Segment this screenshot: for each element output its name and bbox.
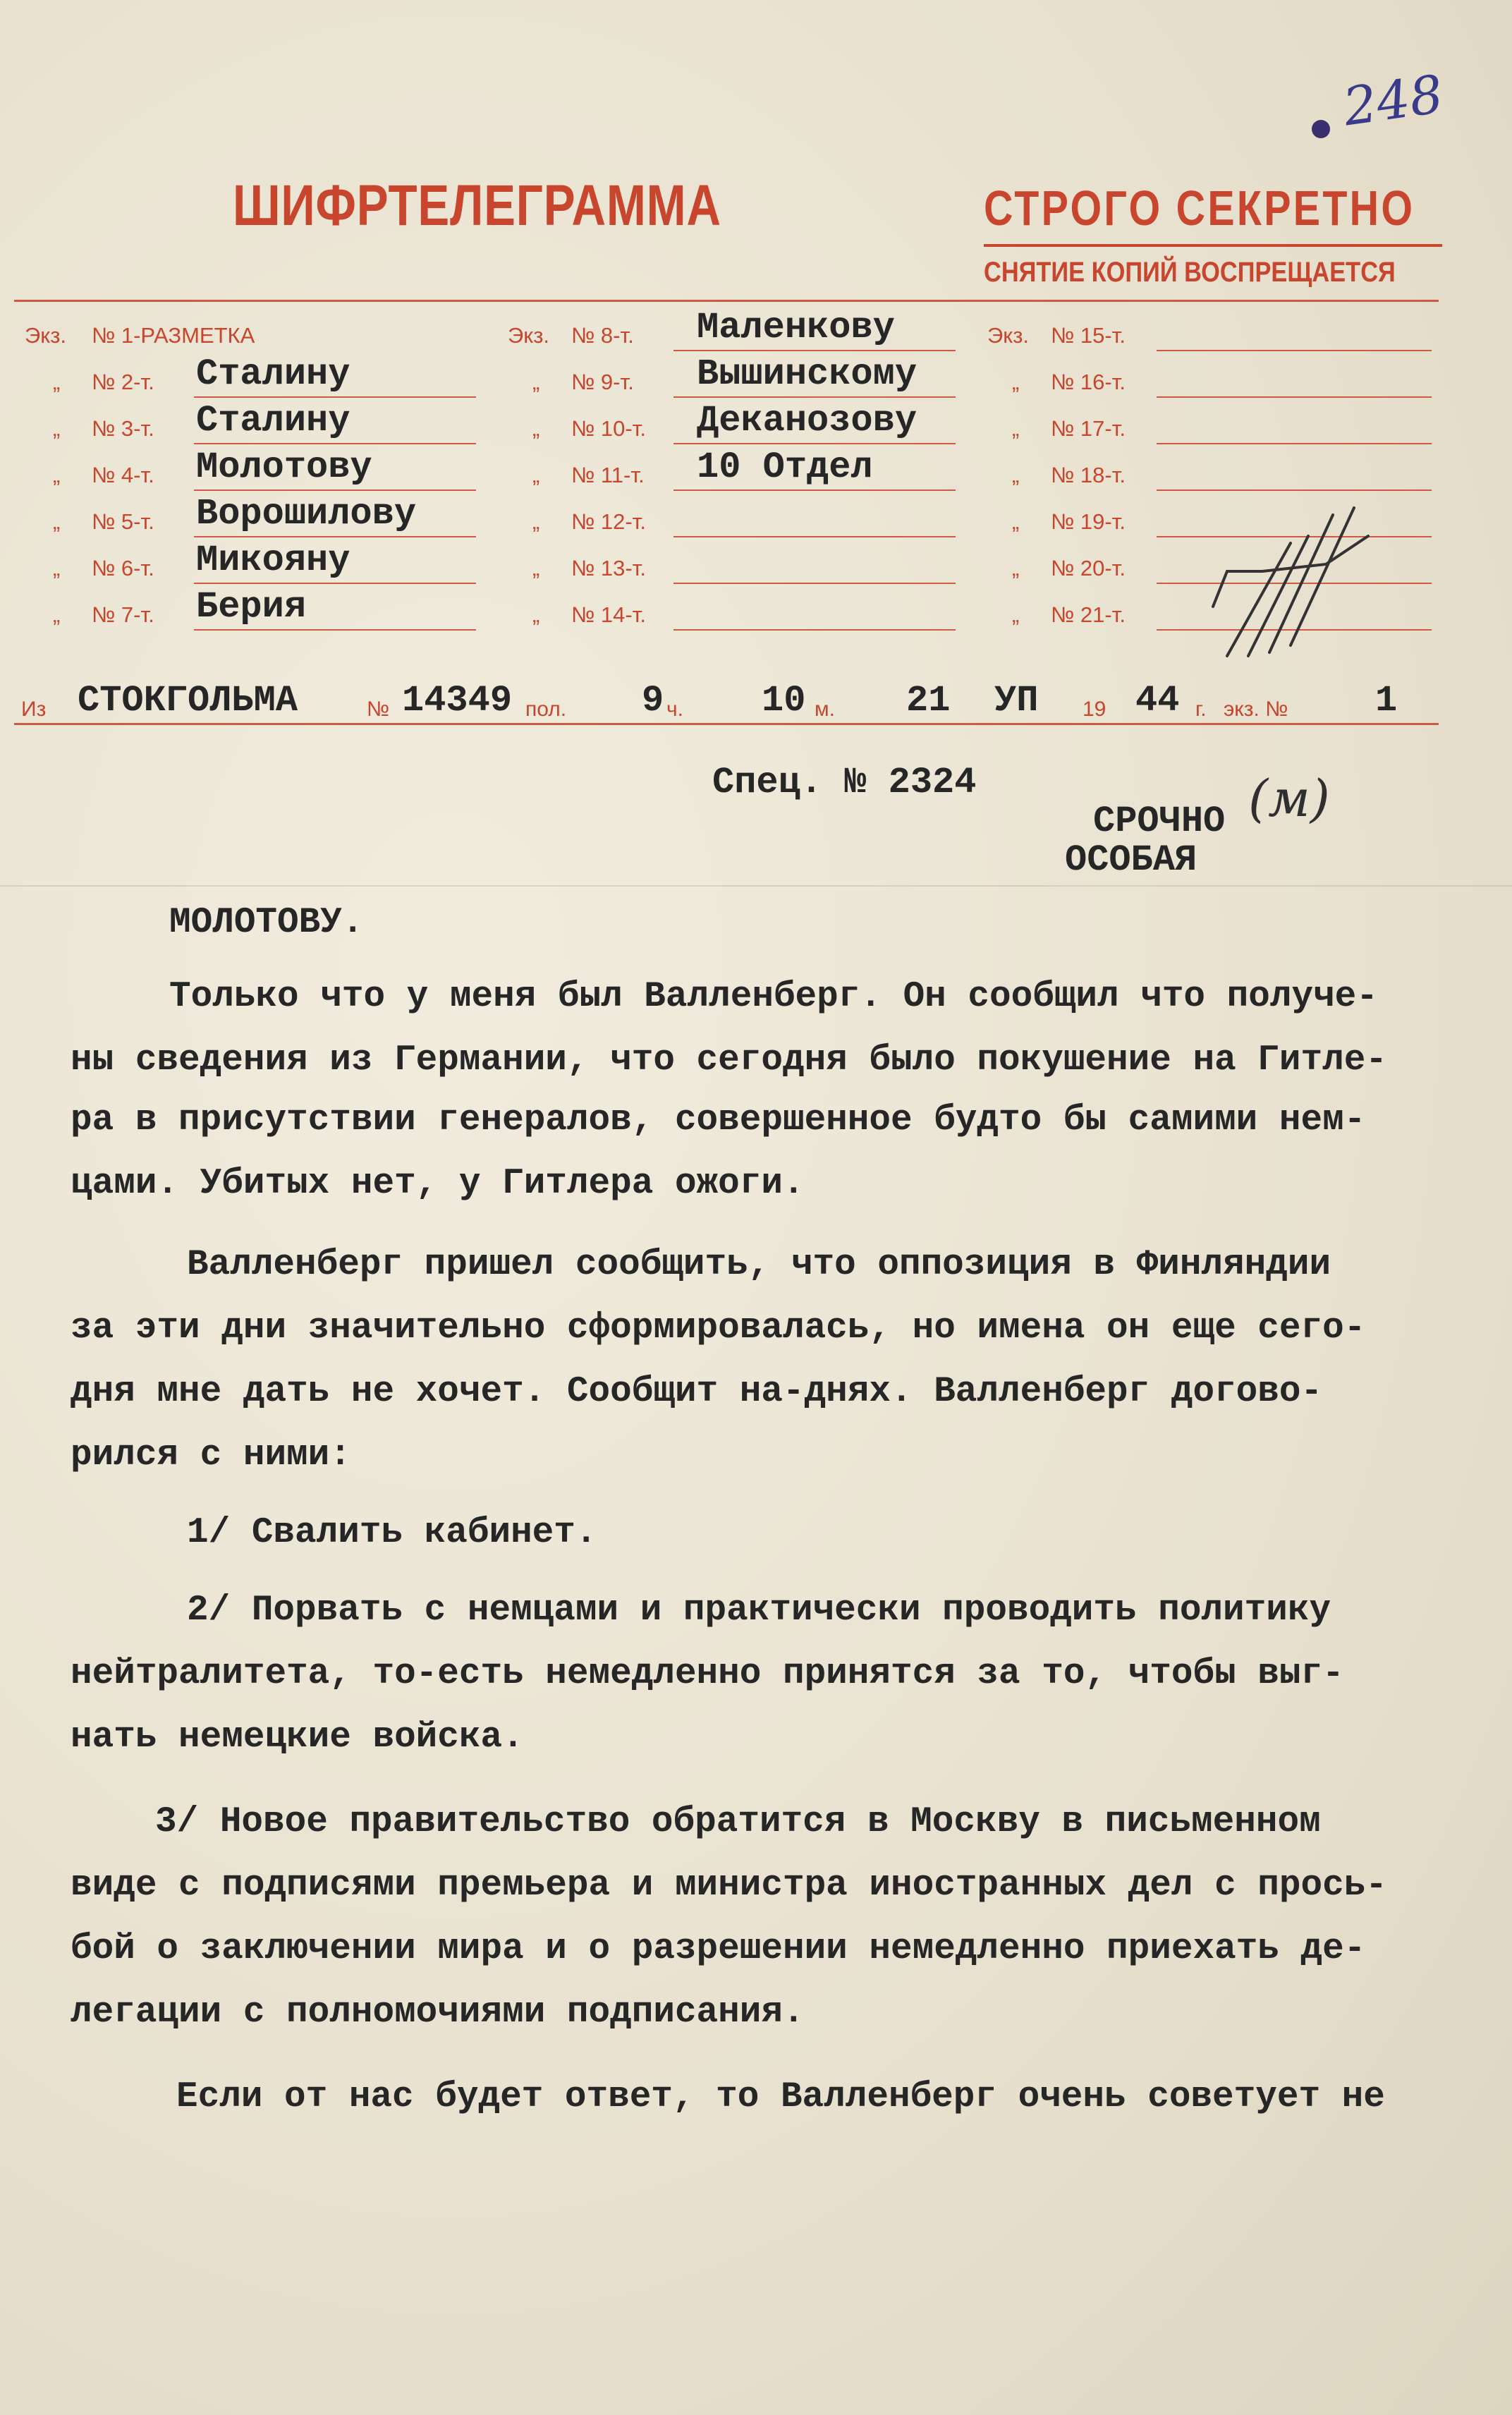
month-value: УП (994, 680, 1039, 722)
body-line: цами. Убитых нет, у Гитлера ожоги. (71, 1164, 805, 1204)
dist-prefix: „ (532, 416, 540, 441)
minute-value: 21 (906, 680, 951, 722)
dist-row (501, 400, 966, 449)
dist-copy-number: № 2-т. (92, 370, 154, 394)
dist-row (21, 540, 487, 588)
dist-recipient: Молотову (196, 446, 372, 488)
scribble-mark (1185, 466, 1396, 677)
fold-crease (0, 885, 1512, 887)
dist-row (501, 497, 966, 542)
dist-row (21, 446, 487, 495)
dist-copy-number: № 7-т. (92, 602, 154, 627)
dist-row (501, 590, 966, 635)
dist-copy-number: № 11-т. (571, 463, 645, 487)
hour-value: 10 (762, 680, 806, 722)
hour-label: ч. (666, 698, 683, 721)
number-label: № (367, 698, 390, 721)
dist-row (21, 353, 487, 402)
distribution-col-1 (21, 310, 487, 649)
body-line: легации с полномочиями подписания. (71, 1993, 805, 2033)
dist-row (21, 586, 487, 635)
dist-copy-number: № 13-т. (571, 556, 647, 580)
body-line: бой о заключении мира и о разрешении немедленно приехать де- (71, 1929, 1366, 1969)
secret-underline (984, 244, 1442, 247)
archive-number: 248 (1339, 63, 1447, 138)
dist-row (21, 400, 487, 449)
dist-prefix: „ (532, 509, 540, 534)
minute-label: м. (815, 698, 835, 721)
dist-prefix: „ (1012, 370, 1020, 394)
dist-prefix: „ (53, 370, 61, 394)
dist-copy-number: № 6-т. (92, 556, 154, 580)
top-secret-stamp: СТРОГО СЕКРЕТНО (984, 181, 1415, 236)
dist-recipient: Ворошилову (196, 493, 417, 535)
dist-prefix: „ (532, 370, 540, 394)
year-prefix: 19 (1083, 698, 1106, 721)
dist-row (501, 446, 966, 495)
dist-prefix: Экз. (25, 323, 67, 348)
dist-row (501, 353, 966, 402)
body-line: 1/ Свалить кабинет. (187, 1513, 597, 1553)
dist-copy-number: № 21-т. (1051, 602, 1126, 627)
dist-prefix: Экз. (987, 323, 1030, 348)
dist-copy-number: № 3-т. (92, 416, 154, 441)
year-label: г. (1195, 698, 1207, 721)
body-line: ра в присутствии генералов, совершенное будто бы самими нем- (71, 1100, 1366, 1140)
dist-prefix: „ (1012, 556, 1020, 580)
dist-copy-number: № 1-РАЗМЕТКА (92, 323, 255, 348)
dist-copy-number: № 17-т. (1051, 416, 1126, 441)
from-label: Из (21, 698, 47, 721)
dist-copy-number: № 8-т. (571, 323, 634, 348)
handwritten-mark: (м) (1248, 769, 1330, 828)
dist-recipient: Деканозову (697, 400, 917, 442)
dist-copy-number: № 12-т. (571, 509, 647, 534)
dist-recipient: Сталину (196, 353, 350, 395)
urgency-line-1: СРОЧНО (1093, 801, 1226, 842)
body-line: Валленберг пришел сообщить, что оппозиция в Финляндии (187, 1245, 1331, 1285)
pol-label: пол. (525, 698, 567, 721)
dist-copy-number: № 16-т. (1051, 370, 1126, 394)
dist-row (980, 403, 1439, 449)
dist-recipient: Сталину (196, 400, 350, 442)
body-line: за эти дни значительно сформировалась, но имена он еще сего- (71, 1308, 1366, 1349)
dist-prefix: „ (1012, 602, 1020, 627)
dist-prefix: „ (532, 556, 540, 580)
dist-prefix: „ (1012, 463, 1020, 487)
spec-number: Спец. № 2324 (712, 762, 977, 803)
dist-prefix: „ (532, 463, 540, 487)
header-rule-top (14, 300, 1439, 302)
body-line: 3/ Новое правительство обратится в Москву в письменном (155, 1802, 1321, 1842)
distribution-col-2 (501, 307, 966, 649)
dist-prefix: „ (532, 602, 540, 627)
dist-copy-number: № 15-т. (1051, 323, 1126, 348)
dist-prefix: „ (53, 509, 61, 534)
dist-prefix: „ (1012, 416, 1020, 441)
body-line: виде с подписями премьера и министра иностранных дел с прось- (71, 1866, 1387, 1906)
no-copy-notice: СНЯТИЕ КОПИЙ ВОСПРЕЩАЕТСЯ (984, 257, 1396, 288)
dist-recipient: Берия (196, 586, 307, 628)
pol-value: 9 (642, 680, 664, 722)
dist-row (980, 310, 1439, 355)
urgency-line-2: ОСОБАЯ (1065, 839, 1197, 881)
body-line: 2/ Порвать с немцами и практически проводить политику (187, 1590, 1331, 1631)
dist-row (21, 493, 487, 542)
body-line: Если от нас будет ответ, то Валленберг очень советует не (176, 2077, 1385, 2117)
dist-copy-number: № 9-т. (571, 370, 634, 394)
header-title: ШИФРТЕЛЕГРАММА (233, 174, 721, 238)
dist-row (21, 310, 487, 355)
body-line: нать немецкие войска. (71, 1717, 524, 1758)
dist-copy-number: № 18-т. (1051, 463, 1126, 487)
addressee: МОЛОТОВУ. (169, 903, 364, 943)
body-line: нейтралитета, то-есть немедленно принятся за то, чтобы выг- (71, 1654, 1344, 1694)
telegram-number: 14349 (402, 680, 513, 722)
dist-row (980, 357, 1439, 402)
body-line: дня мне дать не хочет. Сообщит на-днях. Валленберг догово- (71, 1372, 1323, 1412)
route-line (21, 667, 1432, 730)
dist-row (501, 307, 966, 355)
dist-prefix: „ (53, 416, 61, 441)
body-line: ны сведения из Германии, что сегодня было покушение на Гитле- (71, 1040, 1387, 1081)
dist-prefix: „ (1012, 509, 1020, 534)
ink-dot (1312, 120, 1330, 138)
dist-copy-number: № 10-т. (571, 416, 647, 441)
dist-recipient: Микояну (196, 540, 350, 581)
dist-prefix: Экз. (508, 323, 550, 348)
dist-copy-number: № 14-т. (571, 602, 647, 627)
body-line: Только что у меня был Валленберг. Он сообщил что получе- (169, 977, 1378, 1017)
dist-recipient: Маленкову (697, 307, 895, 348)
year-value: 44 (1135, 680, 1180, 722)
dist-copy-number: № 4-т. (92, 463, 154, 487)
dist-copy-number: № 19-т. (1051, 509, 1126, 534)
body-line: рился с ними: (71, 1435, 351, 1476)
copy-value: 1 (1375, 680, 1398, 722)
origin-city: СТОКГОЛЬМА (78, 680, 298, 722)
dist-copy-number: № 5-т. (92, 509, 154, 534)
dist-recipient: 10 Отдел (697, 446, 873, 488)
dist-row (501, 543, 966, 588)
route-rule (14, 723, 1439, 725)
dist-prefix: „ (53, 602, 61, 627)
dist-prefix: „ (53, 556, 61, 580)
dist-recipient: Вышинскому (697, 353, 917, 395)
dist-copy-number: № 20-т. (1051, 556, 1126, 580)
copy-label: экз. № (1224, 698, 1288, 721)
dist-prefix: „ (53, 463, 61, 487)
